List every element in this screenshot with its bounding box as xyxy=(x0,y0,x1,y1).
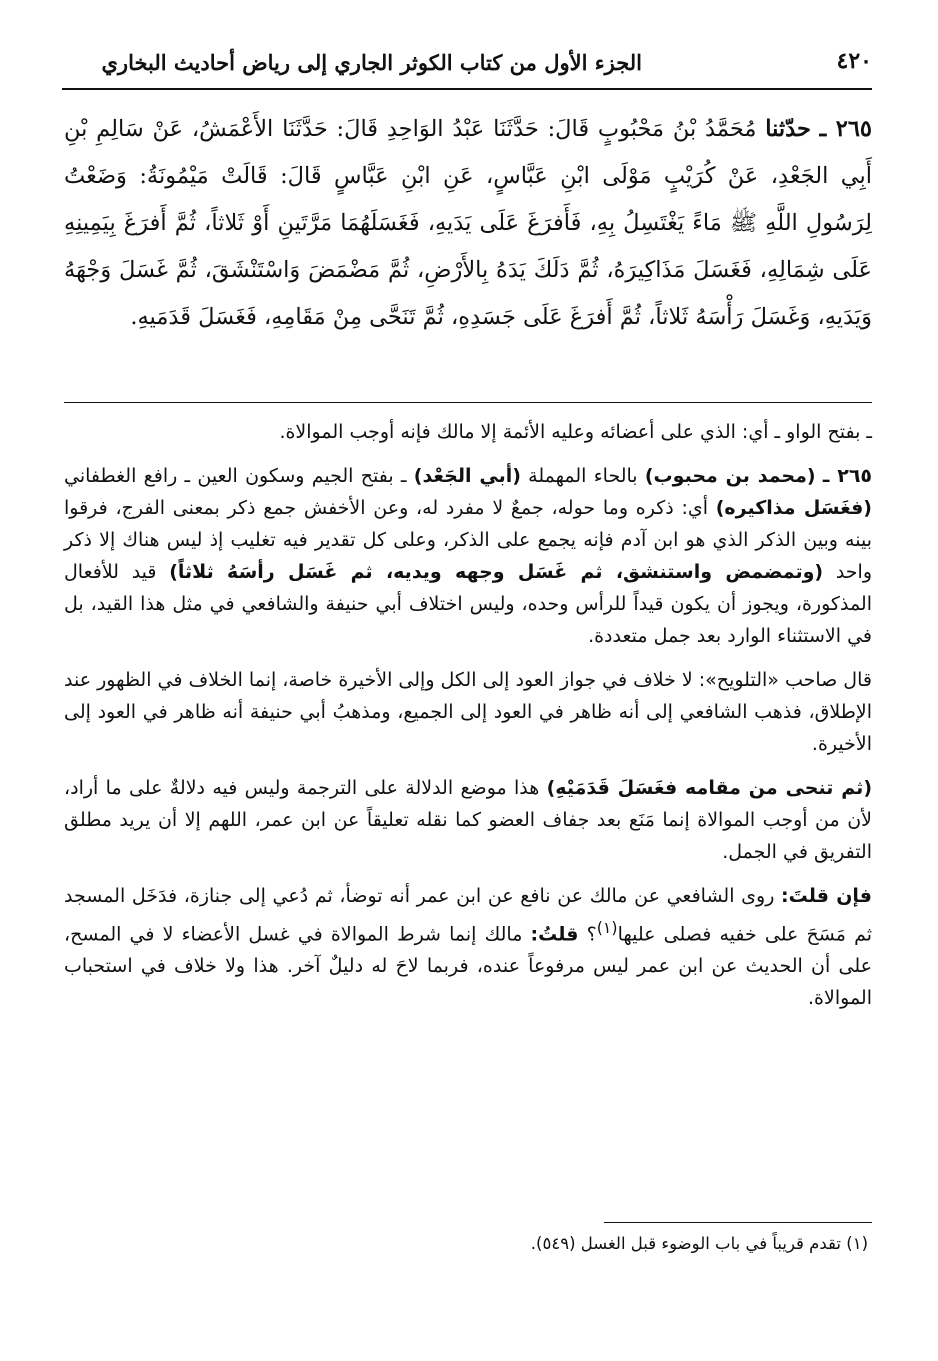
commentary xyxy=(64,416,872,1026)
page-number: ٤٢٠ xyxy=(836,48,872,74)
commentary-text: بالحاء المهملة xyxy=(520,465,645,487)
commentary-text: قال صاحب «التلويح»: لا خلاف في جواز العود إلى الكل وإلى الأخيرة خاصة، إنما الخلاف في الظهور عند الإطلاق، فذهب الشافعي إلى أنه ظاهر في العود إلى الجميع، ومذهبُ أبي حنيفة أنه ظاهر في العود إلى الأخيرة. xyxy=(64,669,872,755)
quoted-term: قلتُ: xyxy=(530,923,579,946)
commentary-paragraph xyxy=(64,880,872,1014)
hadith-body: مُحَمَّدُ بْنُ مَحْبُوبٍ قَالَ: حَدَّثَنَا عَبْدُ الوَاحِدِ قَالَ: حَدَّثَنَا الأَعْمَشُ، عَنْ سَالِمِ بْنِ أَبِي الجَعْدِ، عَنْ كُرَيْبٍ مَوْلَى ابْنِ عَبَّاسٍ، عَنِ ابْنِ عَبَّاسٍ قَالَ: قَالَتْ مَيْمُونَةُ: وَضَعْتُ لِرَسُولِ اللَّهِ ﷺ مَاءً يَغْتَسِلُ بِهِ، فَأَفرَغَ عَلَى يَدَيهِ، فَغَسَلَهُمَا مَرَّتَينِ أَوْ ثَلاثاً، ثُمَّ أَفرَغَ بِيَمِينِهِ عَلَى شِمَالِهِ، فَغَسَلَ مَذَاكِيرَهُ، ثُمَّ دَلَكَ يَدَهُ بِالأَرْضِ، ثُمَّ مَضْمَضَ وَاسْتَنْشَقَ، ثُمَّ غَسَلَ وَجْهَهُ وَيَدَيهِ، وَغَسَلَ رَأْسَهُ ثَلاثاً، ثُمَّ أَفرَغَ عَلَى جَسَدِهِ، ثُمَّ تَنَحَّى مِنْ مَقَامِهِ، فَغَسَلَ قَدَمَيهِ. xyxy=(64,116,873,330)
commentary-text: ـ بفتح الواو ـ أي: الذي على أعضائه وعليه الأئمة إلا مالك فإنه أوجب الموالاة. xyxy=(279,421,872,443)
running-title: الجزء الأول من كتاب الكوثر الجاري إلى رياض أحاديث البخاري xyxy=(101,50,642,75)
quoted-term: فإن قلتَ: xyxy=(781,885,872,907)
footnote: (١) تقدم قريباً في باب الوضوء قبل الغسل (٥٤٩). xyxy=(530,1234,868,1253)
commentary-text: روى الشافعي عن مالك عن نافع عن ابن عمر أنه توضأ، ثم دُعي إلى جنازة، فدَخَل المسجد ثم مَسَحَ على خفيه فصلى عليها xyxy=(64,885,873,946)
quoted-term: (ثم تنحى من مقامه فغَسَلَ قَدَمَيْهِ) xyxy=(546,777,872,799)
page-header xyxy=(62,44,872,84)
commentary-text: أي: ذكره وما حوله، جمعٌ لا مفرد له، وعن الأخفش جمع ذكر بمعنى الفرج، فرقوا بينه وبين الذكر الذي هو ابن آدم فإنه يجمع على الذكر، وعلى كل تقدير فيه تغليب إذ ليس هناك إلا ذكر واحد xyxy=(64,497,872,583)
header-divider xyxy=(62,88,872,90)
quoted-term: (فغَسَل مذاكيره) xyxy=(715,497,872,519)
commentary-paragraph xyxy=(64,772,872,868)
footnote-marker[interactable]: (١) xyxy=(596,918,618,937)
hadith-intro: حدّثنا xyxy=(765,116,811,142)
commentary-text: قيد للأفعال المذكورة، ويجوز أن يكون قيداً للرأس وحده، وليس اختلاف أبي حنيفة والشافعي في مثل هذا القيد، بل في الاستثناء الوارد بعد جمل متعددة. xyxy=(64,561,872,647)
section-divider xyxy=(64,402,872,403)
footnote-divider xyxy=(604,1222,872,1223)
quoted-term: (وتمضمض واستنشق، ثم غَسَل وجهه ويديه، ثم غَسَل رأسَهُ ثلاثاً) xyxy=(169,561,824,583)
commentary-paragraph xyxy=(64,460,872,652)
commentary-text: هذا موضع الدلالة على الترجمة وليس فيه دلالةٌ على ما أراد، لأن من أوجب الموالاة إنما مَنَع بعد جفاف العضو كما نقله تعليقاً عن ابن عمر، اللهم إلا أن يريد مطلق التفريق في الجمل. xyxy=(64,777,872,863)
quoted-term: (محمد بن محبوب) xyxy=(644,465,816,487)
commentary-paragraph xyxy=(64,416,872,448)
hadith-number: ٢٦٥ ـ xyxy=(819,116,873,142)
commentary-text: ـ بفتح الجيم وسكون العين ـ رافع الغطفاني xyxy=(64,465,414,487)
commentary-text: ؟ xyxy=(578,923,597,946)
commentary-paragraph xyxy=(64,664,872,760)
hadith-text xyxy=(64,106,872,341)
hadith-ref-number: ٢٦٥ ـ xyxy=(822,465,873,487)
quoted-term: (أبي الجَعْد) xyxy=(413,465,521,487)
commentary-text: مالك إنما شرط الموالاة في غسل الأعضاء لا في المسح، على أن الحديث عن ابن عمر ليس مرفوعاً عنده، فربما لاحَ له دليلٌ آخر. هذا ولا خلاف في استحباب الموالاة. xyxy=(64,923,872,1010)
